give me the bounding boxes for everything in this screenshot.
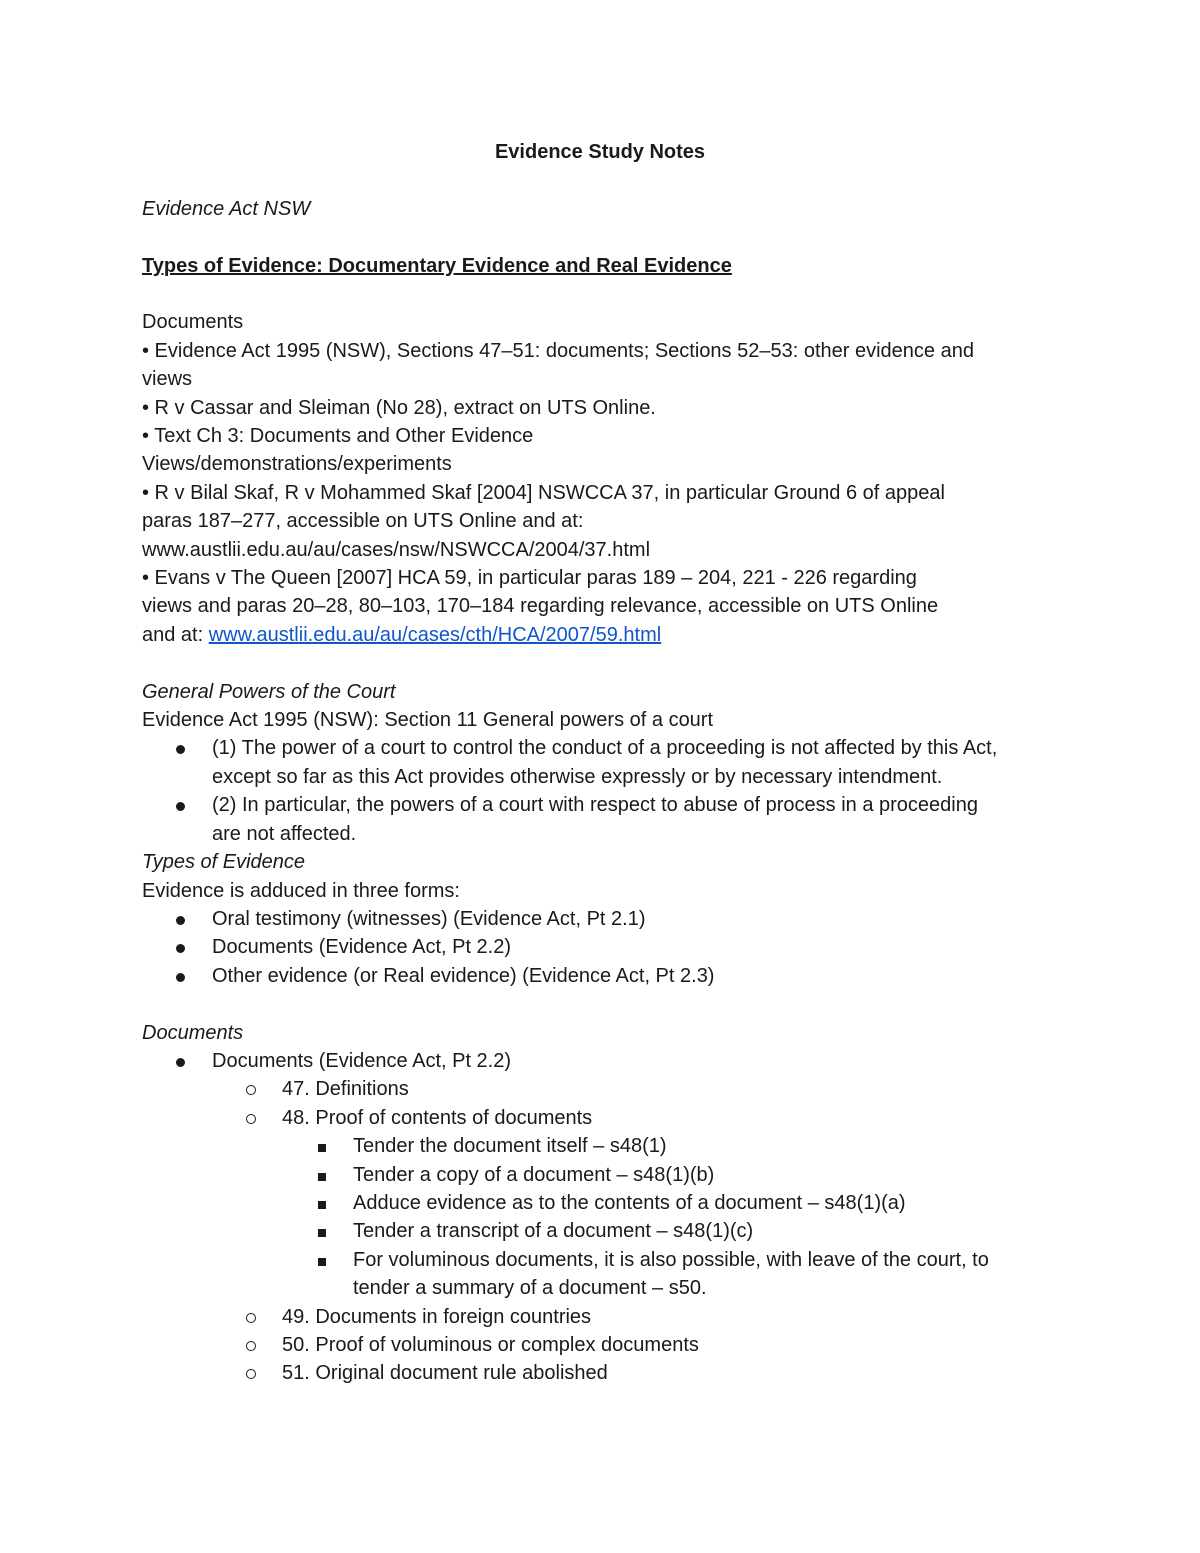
list-item: Documents (Evidence Act, Pt 2.2)	[142, 1047, 1072, 1075]
list-item: Adduce evidence as to the contents of a document – s48(1)(a)	[142, 1189, 1072, 1217]
types-of-evidence-intro: Evidence is adduced in three forms:	[142, 879, 460, 902]
list-item: 51. Original document rule abolished	[142, 1359, 1072, 1387]
documents-heading: Documents	[142, 311, 244, 334]
documents-line: • Evidence Act 1995 (NSW), Sections 47–51: documents; Sections 52–53: other evidence and	[142, 339, 974, 362]
documents-line: • Text Ch 3: Documents and Other Evidence	[142, 425, 534, 448]
document-page	[142, 138, 1072, 1388]
list-item: Other evidence (or Real evidence) (Evidence Act, Pt 2.3)	[142, 962, 1072, 990]
bullet-disc-icon	[176, 916, 185, 925]
austlii-hca-link[interactable]: www.austlii.edu.au/au/cases/cth/HCA/2007/59.html	[208, 623, 662, 646]
bullet-disc-icon	[176, 973, 185, 982]
general-powers-heading: General Powers of the Court	[142, 680, 396, 703]
bullet-circle-icon	[246, 1341, 256, 1351]
bullet-square-icon	[318, 1229, 326, 1237]
list-item: Tender a copy of a document – s48(1)(b)	[142, 1161, 1072, 1189]
types-of-evidence-heading: Types of Evidence	[142, 851, 306, 874]
documents-line: views	[142, 368, 193, 391]
subtitle: Evidence Act NSW	[142, 197, 311, 220]
bullet-disc-icon	[176, 802, 185, 811]
documents-last-line	[142, 621, 1072, 649]
list-item: Documents (Evidence Act, Pt 2.2)	[142, 933, 1072, 961]
link-prefix: and at:	[142, 623, 209, 646]
document-title: Evidence Study Notes	[494, 141, 706, 163]
bullet-disc-icon	[176, 1058, 185, 1067]
bullet-circle-icon	[246, 1313, 256, 1323]
bullet-square-icon	[318, 1201, 326, 1209]
documents-line: • R v Cassar and Sleiman (No 28), extract on UTS Online.	[142, 396, 656, 419]
list-item: Tender a transcript of a document – s48(1)(c)	[142, 1217, 1072, 1245]
general-powers-intro: Evidence Act 1995 (NSW): Section 11 General powers of a court	[142, 709, 714, 732]
list-item: 48. Proof of contents of documents	[142, 1104, 1072, 1132]
documents-line: Views/demonstrations/experiments	[142, 453, 452, 476]
list-item: For voluminous documents, it is also possible, with leave of the court, to tender a summary of a document – s50.	[142, 1246, 1072, 1303]
documents-line: www.austlii.edu.au/au/cases/nsw/NSWCCA/2004/37.html	[142, 538, 651, 561]
list-item: Tender the document itself – s48(1)	[142, 1132, 1072, 1160]
bullet-square-icon	[318, 1173, 326, 1181]
bullet-square-icon	[318, 1144, 326, 1152]
list-item: (1) The power of a court to control the conduct of a proceeding is not affected by this Act, except so far as this Act provides otherwise expressly or by necessary intendment.	[142, 734, 1072, 791]
list-item: (2) In particular, the powers of a court with respect to abuse of process in a proceeding are not affected.	[142, 791, 1072, 848]
documents-line: views and paras 20–28, 80–103, 170–184 regarding relevance, accessible on UTS Online	[142, 595, 939, 618]
documents-line: • Evans v The Queen [2007] HCA 59, in particular paras 189 – 204, 221 - 226 regarding	[142, 567, 917, 590]
list-item: 50. Proof of voluminous or complex documents	[142, 1331, 1072, 1359]
bullet-square-icon	[318, 1258, 326, 1266]
documents-section-heading: Documents	[142, 1021, 244, 1044]
bullet-disc-icon	[176, 944, 185, 953]
section-heading: Types of Evidence: Documentary Evidence and Real Evidence	[142, 254, 732, 277]
bullet-circle-icon	[246, 1114, 256, 1124]
documents-line: paras 187–277, accessible on UTS Online and at:	[142, 510, 584, 533]
bullet-circle-icon	[246, 1085, 256, 1095]
documents-line: • R v Bilal Skaf, R v Mohammed Skaf [2004] NSWCCA 37, in particular Ground 6 of appeal	[142, 481, 945, 504]
list-item: 47. Definitions	[142, 1075, 1072, 1103]
bullet-disc-icon	[176, 745, 185, 754]
list-item: 49. Documents in foreign countries	[142, 1303, 1072, 1331]
bullet-circle-icon	[246, 1369, 256, 1379]
list-item: Oral testimony (witnesses) (Evidence Act, Pt 2.1)	[142, 905, 1072, 933]
